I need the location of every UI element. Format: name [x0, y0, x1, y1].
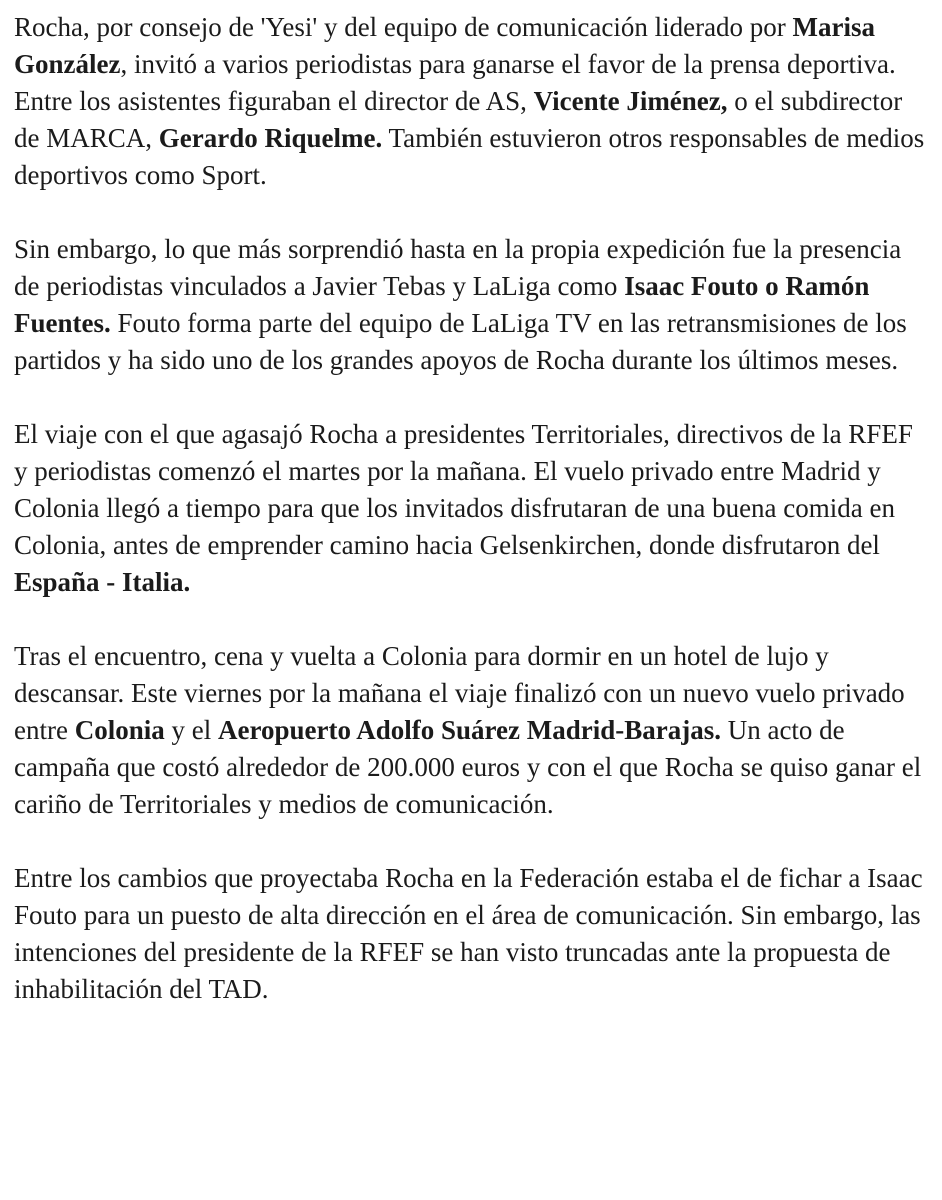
- bold-text-run: España - Italia.: [14, 567, 191, 597]
- text-run: Entre los cambios que proyectaba Rocha en la Federación estaba el de fichar a Isaac Fouto para un puesto de alta dirección en el área de comunicación. Sin embargo, las intenciones del presidente de la RFEF se han visto truncadas ante la propuesta de inhabilitación del TAD.: [14, 863, 923, 1004]
- bold-text-run: Aeropuerto Adolfo Suárez Madrid-Barajas.: [218, 715, 721, 745]
- bold-text-run: Colonia: [74, 715, 165, 745]
- article-paragraph: [14, 638, 926, 823]
- text-run: Tras el encuentro, cena y vuelta a Colonia para dormir en un hotel de lujo y descansar. Este viernes por la mañana el viaje finalizó con un nuevo vuelo privado entre: [14, 641, 905, 745]
- text-run: , invitó a varios periodistas para ganarse el favor de la prensa deportiva. Entre los asistentes figuraban el director de AS,: [14, 49, 896, 116]
- text-run: Rocha, por consejo de 'Yesi' y del equipo de comunicación liderado por: [14, 12, 793, 42]
- bold-text-run: Marisa González: [14, 12, 876, 79]
- bold-text-run: Gerardo Riquelme.: [158, 123, 383, 153]
- text-run: El viaje con el que agasajó Rocha a presidentes Territoriales, directivos de la RFEF y periodistas comenzó el martes por la mañana. El vuelo privado entre Madrid y Colonia llegó a tiempo para que los invitados disfrutaran de una buena comida en Colonia, antes de emprender camino hacia Gelsenkirchen, donde disfrutaron del: [14, 419, 913, 560]
- text-run: y el: [164, 715, 218, 745]
- text-run: También estuvieron otros responsables de medios deportivos como Sport.: [14, 123, 925, 190]
- text-run: o el subdirector de MARCA,: [14, 86, 903, 153]
- bold-text-run: Isaac Fouto o Ramón Fuentes.: [14, 271, 870, 338]
- article-paragraph: [14, 416, 926, 601]
- article-paragraph: [14, 231, 926, 379]
- text-run: Fouto forma parte del equipo de LaLiga TV en las retransmisiones de los partidos y ha sido uno de los grandes apoyos de Rocha durante los últimos meses.: [14, 308, 907, 375]
- article-paragraph: [14, 860, 926, 1008]
- bold-text-run: Vicente Jiménez,: [533, 86, 728, 116]
- article-paragraph: [14, 9, 926, 194]
- text-run: Un acto de campaña que costó alrededor de 200.000 euros y con el que Rocha se quiso ganar el cariño de Territoriales y medios de comunicación.: [14, 715, 922, 819]
- text-run: Sin embargo, lo que más sorprendió hasta en la propia expedición fue la presencia de periodistas vinculados a Javier Tebas y LaLiga como: [14, 234, 902, 301]
- paragraph-container: [14, 9, 926, 1008]
